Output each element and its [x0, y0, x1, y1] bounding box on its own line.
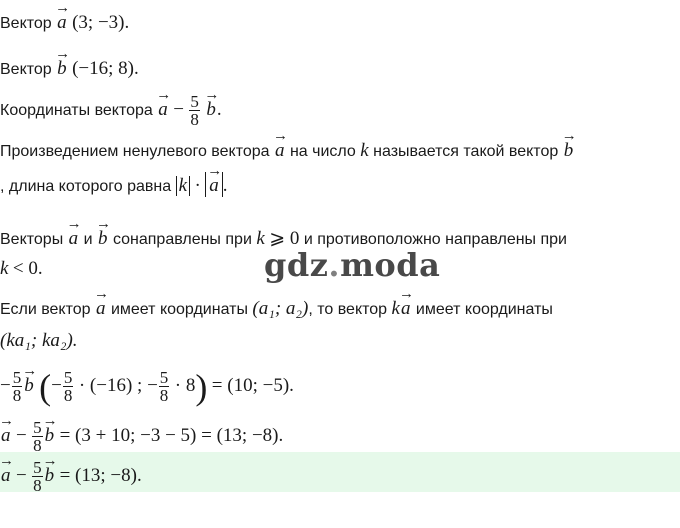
numerator: 5 [190, 92, 199, 112]
vector-a: → a [1, 412, 11, 456]
result: = (13; −8). [59, 465, 142, 486]
minus-sign: − [0, 375, 11, 396]
text: и противоположно направлены при [303, 231, 567, 248]
vector-b: → b [45, 412, 55, 456]
text: Если вектор [0, 301, 91, 318]
period: . [216, 99, 222, 120]
text: имеет координаты [110, 301, 248, 318]
period: . [222, 175, 228, 196]
vector-a: → a [1, 452, 11, 496]
numerator: 5 [12, 368, 22, 388]
k-variable: k [0, 258, 9, 279]
text: имеет координаты [415, 301, 553, 318]
vector-b: → b [564, 136, 574, 162]
numerator: 5 [63, 368, 73, 388]
fraction [63, 369, 74, 404]
vector-b: → b [57, 54, 67, 80]
definition-line-1 [0, 136, 574, 163]
left-paren: ( [39, 366, 52, 407]
denominator: 8 [159, 386, 169, 406]
geq-zero: ⩾ 0 [269, 228, 300, 249]
vector-b: → b [206, 86, 216, 130]
minus-sign: − [173, 99, 184, 120]
expression: · (−16) ; − [78, 375, 158, 396]
watermark-part: moda [340, 246, 441, 284]
rule-result-line [0, 330, 78, 353]
abs-k: k [176, 176, 190, 196]
vector-b: → b [24, 362, 34, 406]
abs-vector-a [205, 172, 223, 197]
rule-line [0, 294, 553, 321]
text: называется такой вектор [373, 143, 559, 160]
coords-ka: (ka₁; ka₂). [0, 330, 78, 351]
vector-a: → a [401, 294, 411, 320]
denominator: 8 [63, 386, 73, 406]
text: Векторы [0, 231, 64, 248]
right-paren: ) [195, 366, 208, 407]
result: = (3 + 10; −3 − 5) = (13; −8). [59, 425, 284, 446]
fraction [32, 419, 43, 454]
minus-sign: − [15, 465, 27, 486]
watermark-part: gdz [264, 246, 329, 284]
fraction [159, 369, 170, 404]
text: на число [289, 143, 356, 160]
denominator: 8 [33, 476, 42, 496]
watermark-logo [264, 246, 440, 284]
text: сонаправлены при [112, 231, 252, 248]
answer-line [0, 452, 142, 497]
denominator: 8 [12, 386, 22, 406]
coords-a: (3; −3). [72, 12, 130, 33]
vector-a: → a [96, 294, 106, 320]
text: , то вектор [308, 301, 388, 318]
vector-a: → a [158, 86, 168, 130]
definition-line-2 [0, 172, 227, 198]
fraction [189, 93, 200, 128]
label-text: Координаты вектора [0, 102, 153, 119]
vector-a: → a [69, 224, 79, 250]
label-text: Вектор [0, 15, 52, 32]
minus-sign: − [51, 375, 62, 396]
vector-a: → a [209, 172, 219, 196]
text: и [83, 231, 93, 248]
numerator: 5 [33, 458, 42, 478]
vector-a-line [0, 8, 129, 35]
k-variable: k [256, 228, 265, 249]
coords-general: (a₁; a₂) [252, 298, 309, 319]
vector-b: → b [98, 224, 108, 250]
fraction [12, 369, 23, 404]
watermark-dot: . [328, 246, 341, 284]
denominator: 8 [190, 110, 199, 130]
numerator: 5 [159, 368, 169, 388]
text: Произведением ненулевого вектора [0, 143, 270, 160]
k-variable: k [391, 298, 400, 319]
task-line [0, 86, 222, 131]
vector-a: → a [275, 136, 285, 162]
vector-b: → b [45, 452, 55, 496]
denominator: 8 [33, 436, 42, 456]
label-text: Вектор [0, 61, 52, 78]
lt-zero: < 0. [12, 258, 43, 279]
fraction [32, 459, 43, 494]
k-variable: k [360, 140, 369, 161]
text: , длина которого равна [0, 178, 172, 195]
numerator: 5 [33, 418, 42, 438]
vector-b-line [0, 54, 139, 81]
expression: · 8 [174, 375, 196, 396]
minus-sign: − [15, 425, 27, 446]
result: = (10; −5). [211, 375, 294, 396]
vector-a: → a [57, 8, 67, 34]
coords-b: (−16; 8). [72, 58, 139, 79]
cdot: · [194, 175, 201, 196]
condition-line [0, 258, 43, 281]
